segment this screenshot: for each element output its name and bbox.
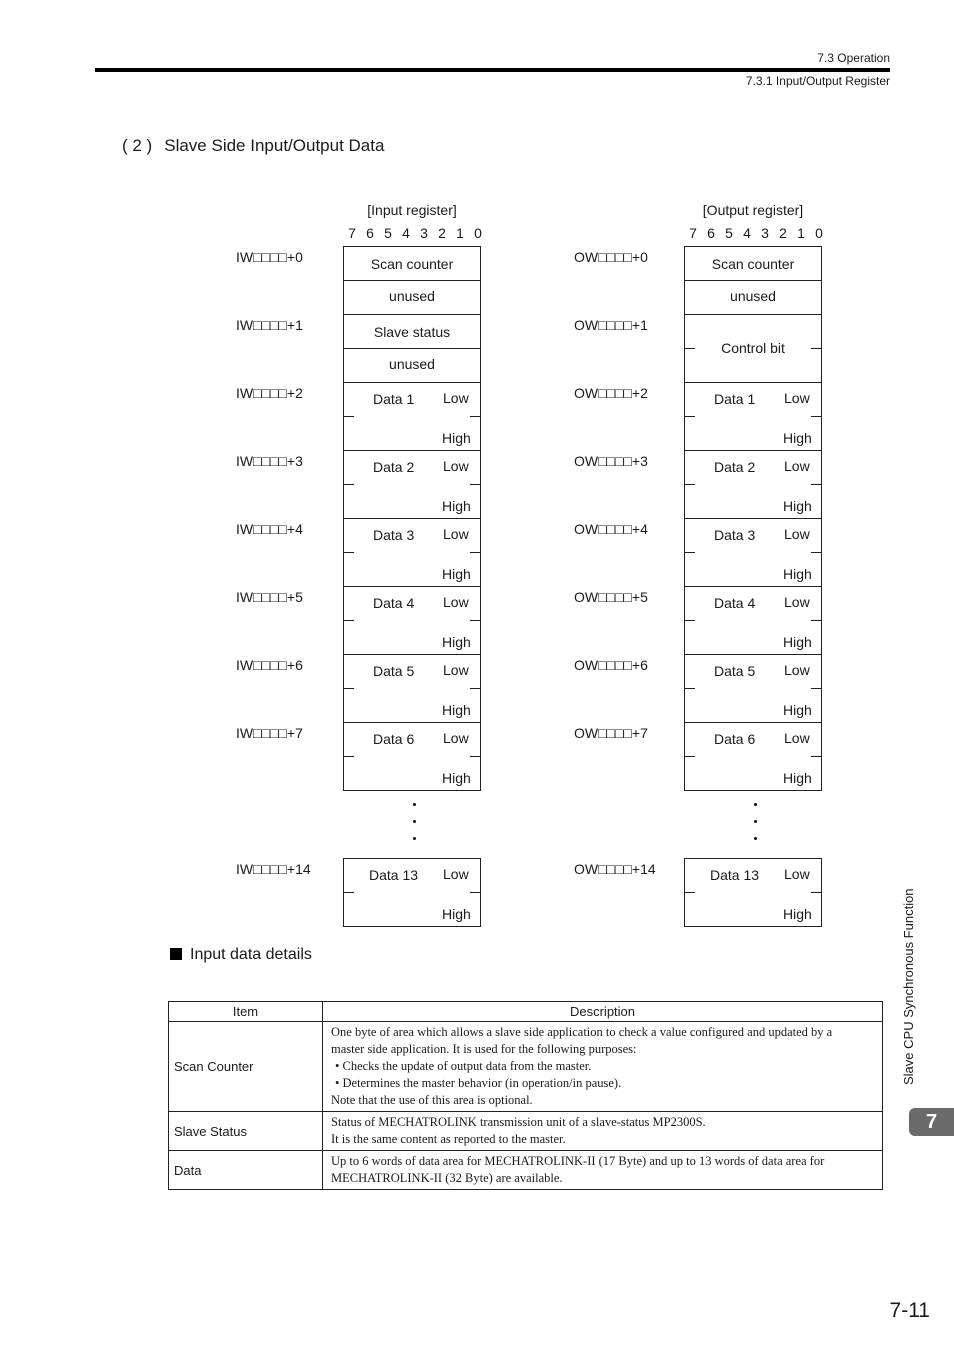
- high-byte-label: High: [442, 498, 471, 514]
- data-word-name: Data 3: [373, 527, 415, 543]
- out-register-title: [Output register]: [702, 202, 804, 218]
- in-register-address: IW□□□□+2: [236, 385, 303, 401]
- data-word-name: Data 4: [373, 595, 415, 611]
- low-byte-label: Low: [784, 866, 810, 882]
- byte-tick: [344, 688, 354, 689]
- continuation-dot: [754, 803, 757, 806]
- byte-tick: [470, 688, 480, 689]
- word-low-byte: unused: [730, 288, 776, 304]
- bit-number: 1: [797, 225, 805, 241]
- bit-number: 1: [456, 225, 464, 241]
- in-register-word: [343, 382, 481, 451]
- out-register-word: [684, 586, 822, 655]
- low-byte-label: Low: [784, 730, 810, 746]
- byte-tick: [344, 756, 354, 757]
- in-register-word: [343, 518, 481, 587]
- in-register-word: [343, 246, 481, 315]
- out-register-address: OW□□□□+2: [574, 385, 648, 401]
- table-row: [169, 1022, 883, 1112]
- col-description-header: Description: [323, 1002, 883, 1022]
- bit-number: 6: [707, 225, 715, 241]
- item-cell: Scan Counter: [169, 1022, 323, 1112]
- high-byte-label: High: [783, 770, 812, 786]
- in-register-address: IW□□□□+4: [236, 521, 303, 537]
- high-byte-label: High: [783, 498, 812, 514]
- bit-number: 3: [420, 225, 428, 241]
- out-register-address: OW□□□□+1: [574, 317, 648, 333]
- data-word-name: Data 2: [373, 459, 415, 475]
- details-header-row: [169, 1002, 883, 1022]
- bit-number: 7: [689, 225, 697, 241]
- bit-number: 5: [725, 225, 733, 241]
- side-tab-text: Slave CPU Synchronous Function: [901, 888, 916, 1085]
- section-title-text: Slave Side Input/Output Data: [164, 136, 385, 155]
- in-register-address: IW□□□□+7: [236, 725, 303, 741]
- bit-number: 5: [384, 225, 392, 241]
- in-register-word: [343, 722, 481, 791]
- bit-number: 0: [815, 225, 823, 241]
- data-word-name: Data 13: [710, 867, 760, 883]
- high-byte-label: High: [783, 634, 812, 650]
- byte-divider: [344, 348, 480, 349]
- low-byte-label: Low: [784, 390, 810, 406]
- bit-number: 7: [348, 225, 356, 241]
- out-register-address: OW□□□□+7: [574, 725, 648, 741]
- out-bit-numbers: [687, 225, 827, 243]
- high-byte-label: High: [442, 906, 471, 922]
- word-low-byte: unused: [389, 288, 435, 304]
- continuation-dot: [413, 803, 416, 806]
- in-register-address-last: IW□□□□+14: [236, 861, 311, 877]
- out-register-address: OW□□□□+6: [574, 657, 648, 673]
- data-word-name: Data 6: [714, 731, 756, 747]
- in-register-word: [343, 314, 481, 383]
- byte-tick: [685, 416, 695, 417]
- bit-number: 2: [438, 225, 446, 241]
- byte-tick: [685, 620, 695, 621]
- word-high-byte: Scan counter: [711, 256, 795, 272]
- continuation-dot: [413, 820, 416, 823]
- data-word-name: Data 3: [714, 527, 756, 543]
- in-register-word: [343, 450, 481, 519]
- bit-number: 3: [761, 225, 769, 241]
- low-byte-label: Low: [784, 526, 810, 542]
- bit-number: 6: [366, 225, 374, 241]
- in-register-word: [343, 654, 481, 723]
- in-register-address: IW□□□□+5: [236, 589, 303, 605]
- out-register-address: OW□□□□+3: [574, 453, 648, 469]
- table-row: [169, 1151, 883, 1190]
- byte-divider: [344, 280, 480, 281]
- in-register-address: IW□□□□+3: [236, 453, 303, 469]
- bit-number: 4: [743, 225, 751, 241]
- details-table: [168, 1001, 883, 1190]
- description-cell: [323, 1112, 883, 1151]
- byte-tick: [344, 620, 354, 621]
- byte-tick: [685, 484, 695, 485]
- data-word-name: Data 1: [373, 391, 415, 407]
- data-word-name: Data 2: [714, 459, 756, 475]
- data-word-name: Data 5: [373, 663, 415, 679]
- data-word-name: Data 4: [714, 595, 756, 611]
- out-register-word: [684, 314, 822, 383]
- byte-divider: [685, 280, 821, 281]
- description-line: master side application. It is used for the following purposes:: [331, 1042, 637, 1056]
- table-row: [169, 1112, 883, 1151]
- out-register-address-last: OW□□□□+14: [574, 861, 656, 877]
- out-register-address: OW□□□□+5: [574, 589, 648, 605]
- col-item-header: Item: [169, 1002, 323, 1022]
- details-heading: [170, 946, 312, 964]
- byte-tick: [685, 756, 695, 757]
- data-word-name: Data 5: [714, 663, 756, 679]
- byte-tick: [470, 756, 480, 757]
- byte-tick: [470, 552, 480, 553]
- high-byte-label: High: [442, 566, 471, 582]
- byte-tick: [811, 756, 821, 757]
- word-high-byte: Scan counter: [370, 256, 454, 272]
- in-bit-numbers: [346, 225, 486, 243]
- byte-tick: [685, 892, 695, 893]
- header-rule: [95, 68, 890, 72]
- byte-tick: [811, 892, 821, 893]
- description-cell: [323, 1022, 883, 1112]
- out-register-word: [684, 518, 822, 587]
- low-byte-label: Low: [784, 458, 810, 474]
- low-byte-label: Low: [443, 662, 469, 678]
- high-byte-label: High: [442, 702, 471, 718]
- in-register-title: [Input register]: [367, 202, 457, 218]
- word-low-byte: unused: [389, 356, 435, 372]
- description-line: • Checks the update of output data from the master.: [335, 1059, 592, 1073]
- continuation-dot: [754, 820, 757, 823]
- high-byte-label: High: [442, 430, 471, 446]
- low-byte-label: Low: [784, 662, 810, 678]
- high-byte-label: High: [442, 634, 471, 650]
- low-byte-label: Low: [443, 730, 469, 746]
- description-line: • Determines the master behavior (in operation/in pause).: [335, 1076, 622, 1090]
- byte-tick: [811, 620, 821, 621]
- description-line: It is the same content as reported to the master.: [331, 1132, 566, 1146]
- chapter-tab: 7: [909, 1108, 954, 1136]
- in-register-address: IW□□□□+1: [236, 317, 303, 333]
- item-cell: Data: [169, 1151, 323, 1190]
- in-register-word: [343, 586, 481, 655]
- bit-number: 4: [402, 225, 410, 241]
- bit-number: 0: [474, 225, 482, 241]
- out-register-word: [684, 450, 822, 519]
- high-byte-label: High: [783, 430, 812, 446]
- in-register-address: IW□□□□+0: [236, 249, 303, 265]
- low-byte-label: Low: [443, 526, 469, 542]
- high-byte-label: High: [783, 702, 812, 718]
- in-register-word-last: [343, 858, 481, 927]
- out-register-word: [684, 246, 822, 315]
- section-number: ( 2 ): [122, 136, 153, 155]
- high-byte-label: High: [783, 906, 812, 922]
- description-line: Status of MECHATROLINK transmission unit of a slave-status MP2300S.: [331, 1115, 706, 1129]
- byte-tick: [344, 416, 354, 417]
- low-byte-label: Low: [443, 866, 469, 882]
- item-cell: Slave Status: [169, 1112, 323, 1151]
- description-line: Up to 6 words of data area for MECHATROLINK-II (17 Byte) and up to 13 words of data area for: [331, 1154, 825, 1168]
- low-byte-label: Low: [443, 458, 469, 474]
- out-register-word: [684, 382, 822, 451]
- bit-number: 2: [779, 225, 787, 241]
- high-byte-label: High: [783, 566, 812, 582]
- section-title: [122, 136, 384, 156]
- data-word-name: Data 1: [714, 391, 756, 407]
- bullet-square-icon: [170, 948, 182, 960]
- data-word-name: Data 6: [373, 731, 415, 747]
- byte-tick: [344, 484, 354, 485]
- out-continuation-dots: [754, 803, 758, 854]
- word-content: Control bit: [721, 340, 785, 356]
- byte-tick: [811, 416, 821, 417]
- out-register-word: [684, 654, 822, 723]
- data-word-name: Data 13: [369, 867, 419, 883]
- byte-tick: [811, 552, 821, 553]
- header-section: 7.3 Operation: [817, 51, 890, 65]
- description-line: One byte of area which allows a slave side application to check a value configured and updated by a: [331, 1025, 833, 1039]
- continuation-dot: [413, 837, 416, 840]
- byte-tick: [470, 416, 480, 417]
- byte-tick: [685, 552, 695, 553]
- out-register-address: OW□□□□+0: [574, 249, 648, 265]
- low-byte-label: Low: [443, 390, 469, 406]
- word-high-byte: Slave status: [373, 324, 451, 340]
- out-register-word-last: [684, 858, 822, 927]
- description-line: MECHATROLINK-II (32 Byte) are available.: [331, 1171, 563, 1185]
- out-register-word: [684, 722, 822, 791]
- details-heading-text: Input data details: [190, 946, 312, 963]
- byte-tick: [811, 688, 821, 689]
- high-byte-label: High: [442, 770, 471, 786]
- byte-tick: [344, 892, 354, 893]
- page-number: 7-11: [889, 1299, 930, 1322]
- byte-tick: [344, 552, 354, 553]
- byte-tick: [685, 688, 695, 689]
- low-byte-label: Low: [784, 594, 810, 610]
- in-register-address: IW□□□□+6: [236, 657, 303, 673]
- byte-tick: [470, 620, 480, 621]
- byte-tick: [470, 484, 480, 485]
- in-continuation-dots: [413, 803, 417, 854]
- header-subsection: 7.3.1 Input/Output Register: [745, 74, 890, 88]
- continuation-dot: [754, 837, 757, 840]
- description-line: Note that the use of this area is optional.: [331, 1093, 533, 1107]
- description-cell: [323, 1151, 883, 1190]
- byte-tick: [470, 892, 480, 893]
- byte-tick: [811, 484, 821, 485]
- low-byte-label: Low: [443, 594, 469, 610]
- out-register-address: OW□□□□+4: [574, 521, 648, 537]
